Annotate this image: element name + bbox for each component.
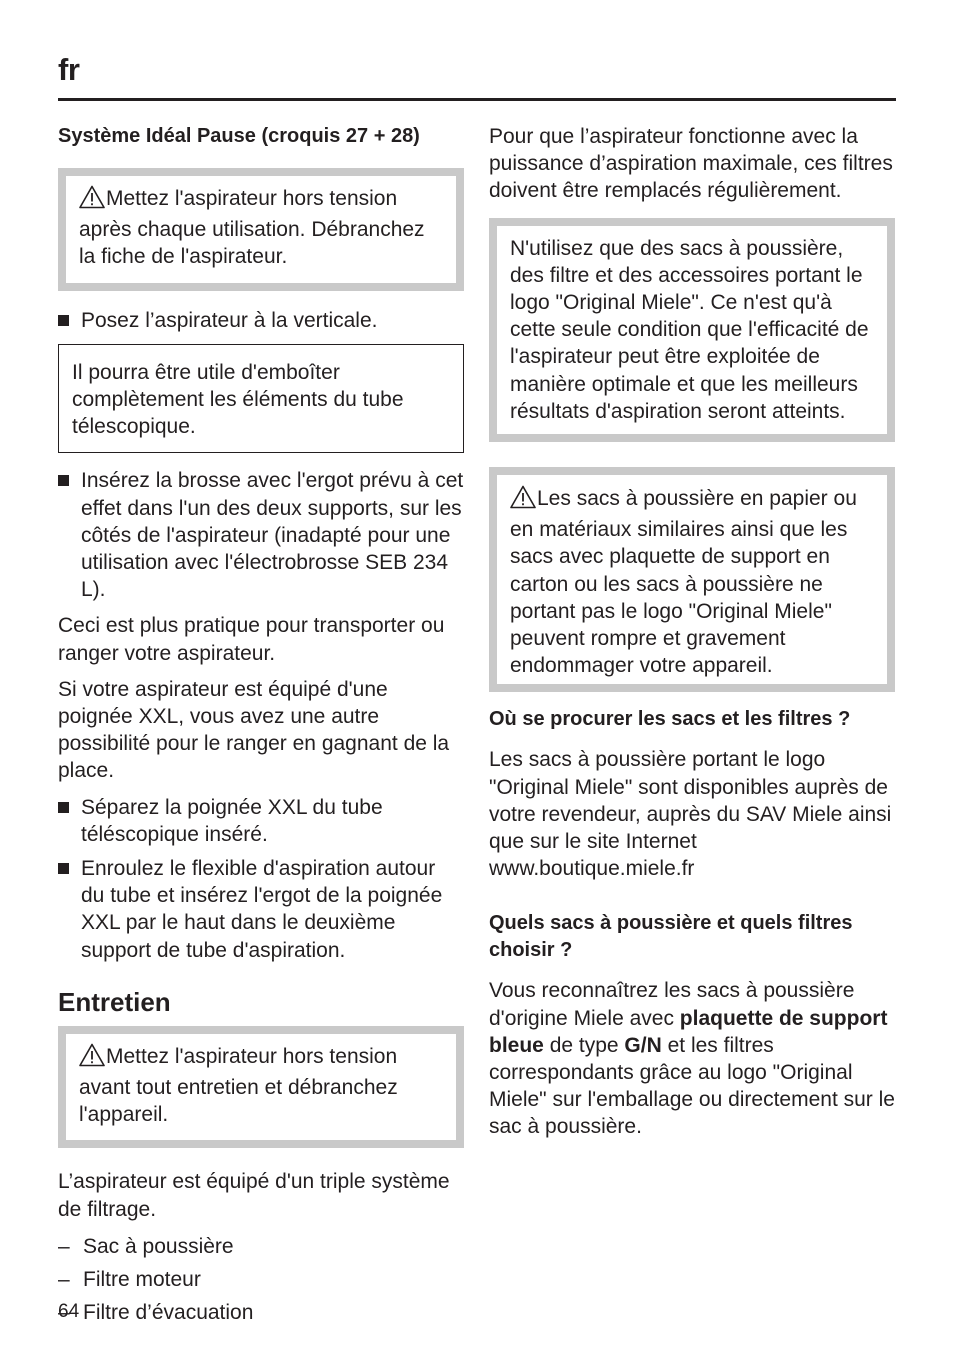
info-box-original-miele	[489, 218, 895, 442]
note-box	[58, 344, 464, 454]
emphasis-blue-plate: plaquette de support bleue	[489, 1006, 888, 1057]
subheading-which-bags: Quels sacs à poussière et quels filtres choisir ?	[489, 912, 853, 962]
left-column	[58, 120, 464, 1327]
warning-text: Mettez l'aspirateur hors tension avant tout entretien et débranchez l'appareil.	[79, 1044, 398, 1127]
section-heading-ideal-pause: Système Idéal Pause (croquis 27 + 28)	[58, 125, 420, 147]
bullet-item: Séparez la poignée XXL du tube téléscopique inséré.	[58, 794, 464, 848]
warning-text: Les sacs à poussière en papier ou en matériaux similaires ainsi que les sacs avec plaquette de support en carton ou les sacs à poussière ne portant pas le logo "Original Miele" peuvent rompre et gravement endommager votre appareil.	[510, 487, 857, 678]
language-label: fr	[58, 52, 80, 87]
info-text: N'utilisez que des sacs à poussière, des filtre et des accessoires portant le logo "Original Miele". Ce n'est qu'à cette seule condition que l'efficacité de l'aspirateur peut être exploitée de manière optimale et que les meilleurs résultats d'aspiration seront atteints.	[510, 236, 869, 423]
paragraph: Pour que l’aspirateur fonctionne avec la puissance d’aspiration maximale, ces filtres doivent être remplacés régulièrement.	[489, 125, 893, 203]
warning-triangle-icon	[79, 1043, 105, 1074]
warning-triangle-icon	[79, 185, 105, 216]
page-number: 64	[58, 1301, 80, 1322]
paragraph: L’aspirateur est équipé d'un triple système de filtrage.	[58, 1170, 450, 1221]
bullet-item: Insérez la brosse avec l'ergot prévu à cet effet dans l'un des deux supports, sur les côtés de l'aspirateur (inadapté pour une utilisation avec l'électrobrosse SEB 234 L).	[58, 467, 464, 603]
warning-box-maintenance	[58, 1026, 464, 1149]
section-title-entretien: Entretien	[58, 986, 171, 1017]
dash-item: – Sac à poussière	[58, 1233, 464, 1260]
paragraph: Si votre aspirateur est équipé d'une poignée XXL, vous avez une autre possibilité pour le ranger en gagnant de la place.	[58, 677, 450, 783]
header-rule	[58, 98, 896, 101]
dash-item: – Filtre moteur	[58, 1266, 464, 1293]
paragraph: Vous reconnaîtrez les sacs à poussière d'origine Miele avec plaquette de support bleue de type G/N et les filtres correspondants grâce au logo "Original Miele" sur l'emballage ou directement sur le sac à poussière.	[489, 979, 895, 1139]
warning-text: Mettez l'aspirateur hors tension après chaque utilisation. Débranchez la fiche de l'aspirateur.	[79, 187, 425, 269]
right-column	[489, 120, 895, 1141]
emphasis-type: G/N	[624, 1033, 662, 1057]
bullet-item: Enroulez le flexible d'aspiration autour du tube et insérez l'ergot de la poignée XXL par le haut dans le deuxième support de tube d'aspiration.	[58, 855, 464, 964]
paragraph: Ceci est plus pratique pour transporter ou ranger votre aspirateur.	[58, 614, 445, 665]
note-text: Il pourra être utile d'emboîter complètement les éléments du tube télescopique.	[72, 360, 404, 439]
warning-box-bags	[489, 467, 895, 692]
subheading-where-to-buy: Où se procurer les sacs et les filtres ?	[489, 708, 851, 731]
bullet-item: Posez l’aspirateur à la verticale.	[58, 307, 464, 334]
paragraph: Les sacs à poussière portant le logo "Original Miele" sont disponibles auprès de votre revendeur, auprès du SAV Miele ainsi que sur le site Internet www.boutique.miele.fr	[489, 748, 892, 881]
dash-item: – Filtre d’évacuation	[58, 1299, 464, 1326]
warning-triangle-icon	[510, 485, 536, 516]
warning-box-unplug	[58, 168, 464, 291]
